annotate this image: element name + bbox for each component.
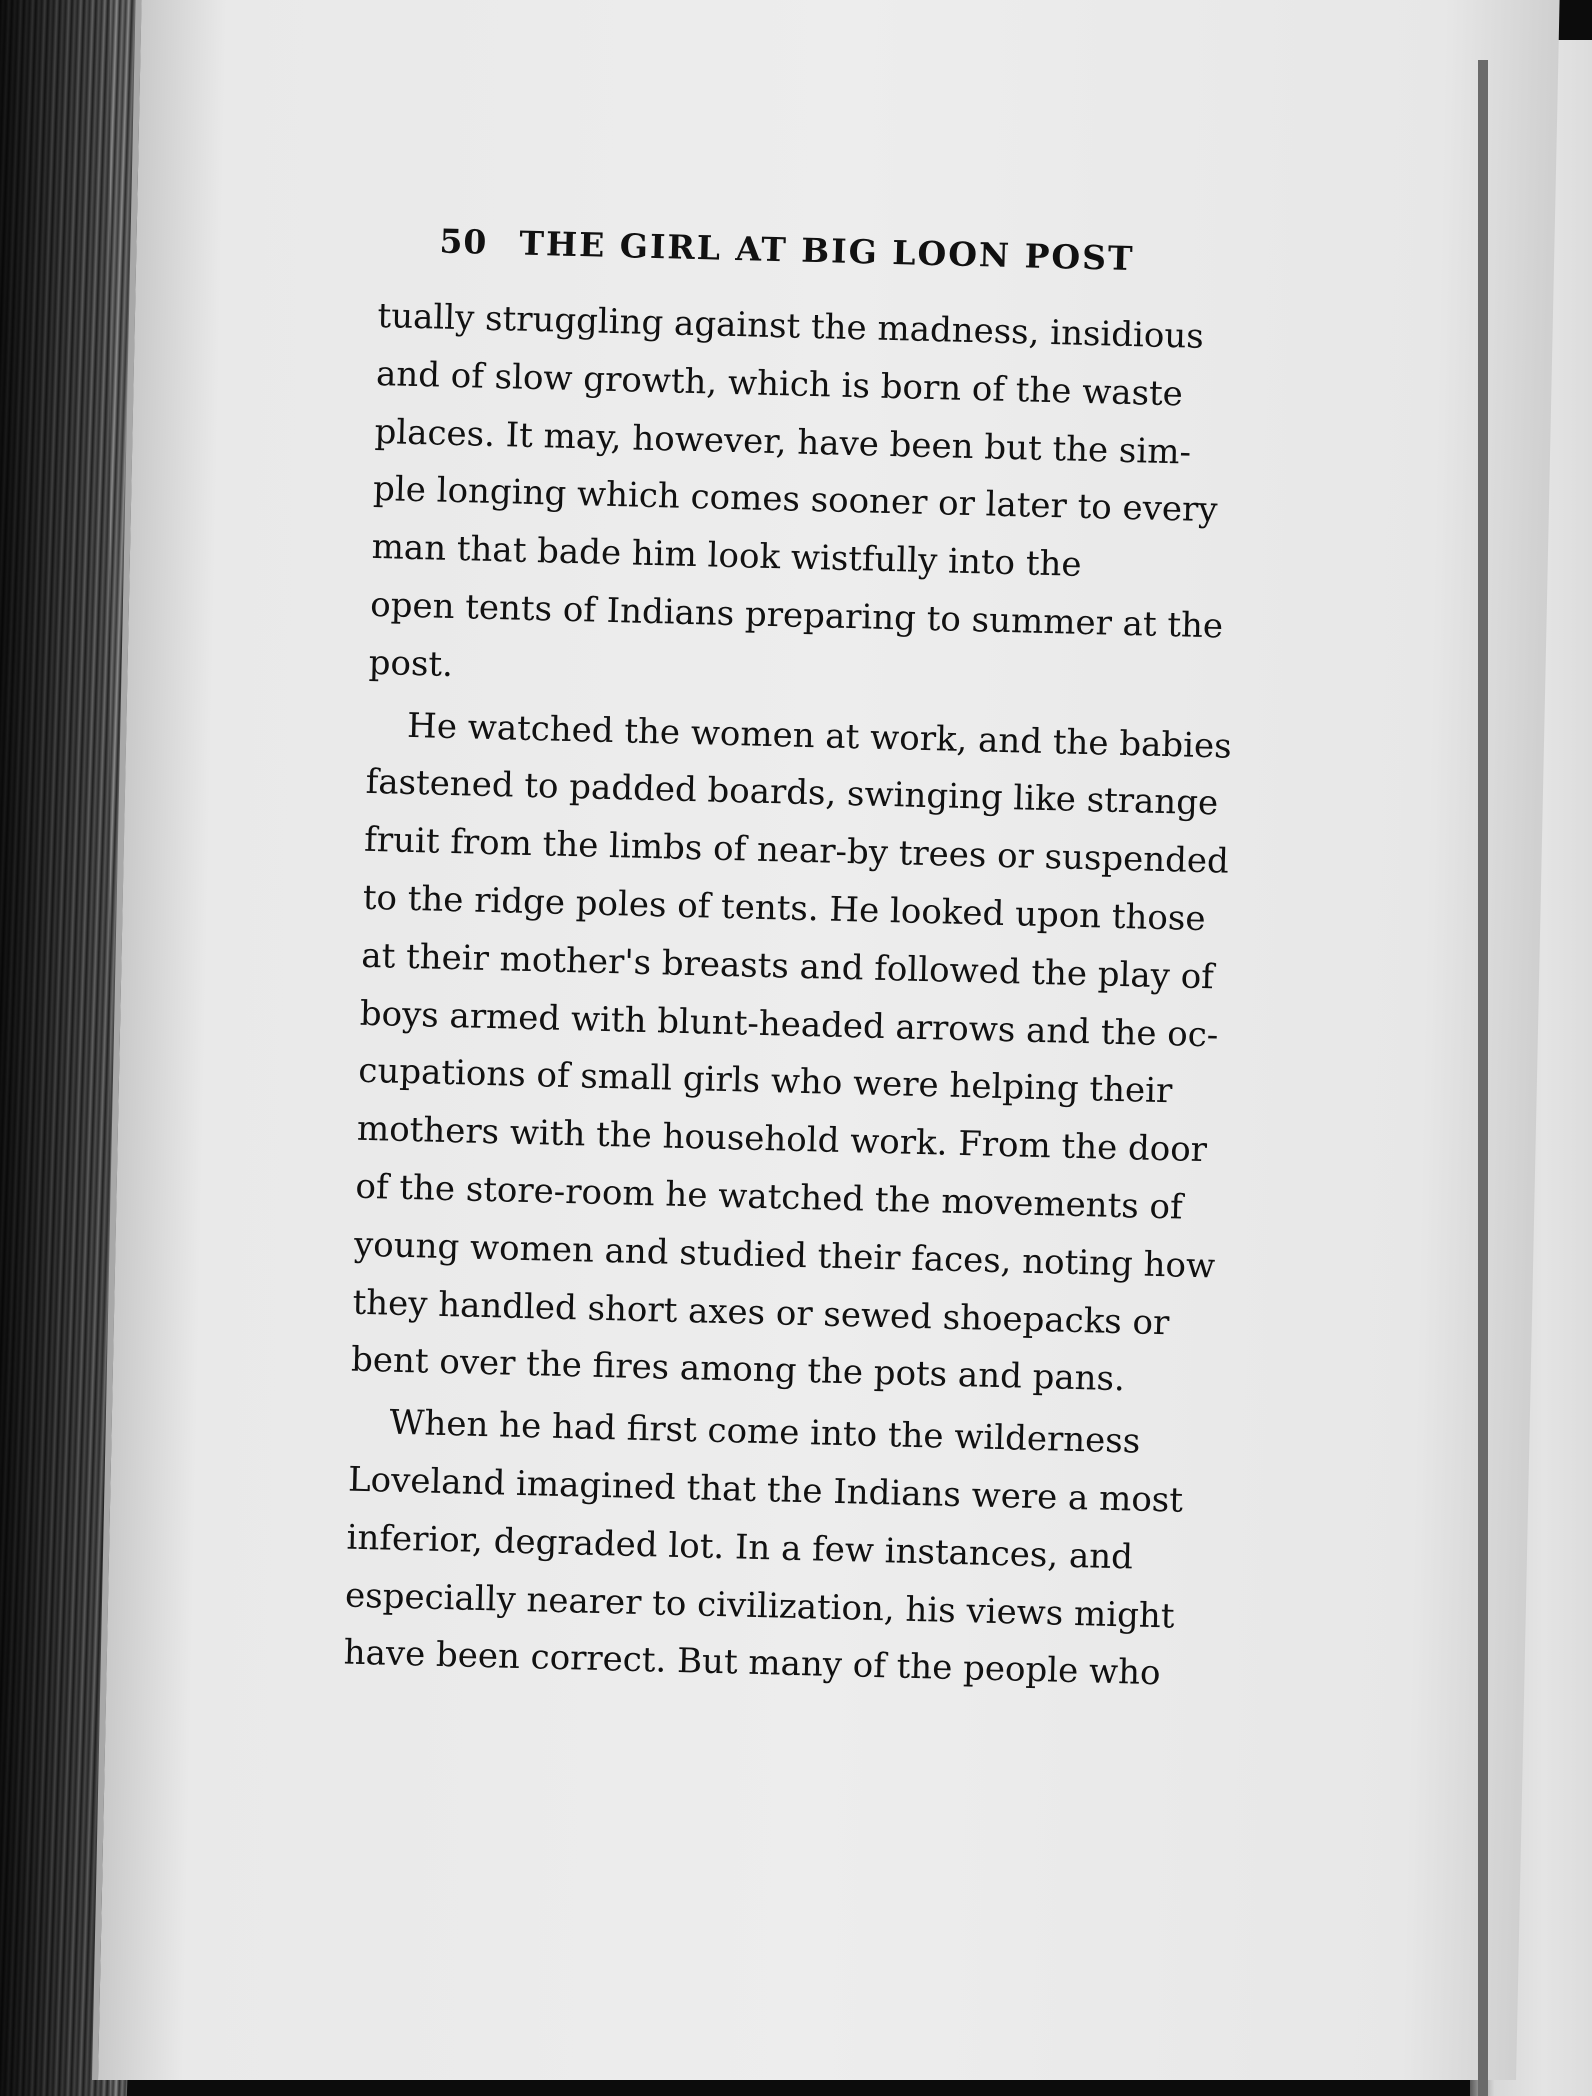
text-line: bent over the fires among the pots and pans. bbox=[350, 1339, 1126, 1400]
text-line: tually struggling against the madness, insidious bbox=[377, 295, 1205, 357]
binding-shadow bbox=[0, 0, 110, 2096]
text-line: especially nearer to civilization, his views might bbox=[344, 1575, 1175, 1637]
text-line: ple longing which comes sooner or later to every bbox=[372, 469, 1218, 531]
text-line: have been correct. But many of the people who bbox=[343, 1632, 1161, 1694]
text-line: He watched the women at work, and the babies bbox=[406, 705, 1233, 767]
book-gutter bbox=[1478, 60, 1488, 2096]
running-title: THE GIRL AT BIG LOON POST bbox=[518, 223, 1136, 279]
text-line: cupations of small girls who were helping their bbox=[357, 1051, 1173, 1112]
text-line: to the ridge poles of tents. He looked upon those bbox=[362, 877, 1206, 940]
text-line: open tents of Indians preparing to summer at the bbox=[369, 584, 1224, 647]
paragraph-2 bbox=[350, 696, 1307, 1413]
text-line: When he had first come into the wilderness bbox=[389, 1402, 1141, 1462]
text-line: boys armed with blunt-headed arrows and the oc- bbox=[359, 993, 1219, 1056]
text-line: at their mother's breasts and followed the play of bbox=[360, 935, 1215, 998]
text-line: places. It may, however, have been but the sim- bbox=[374, 411, 1192, 473]
page-text-block bbox=[343, 220, 1320, 1706]
text-line: young women and studied their faces, noting how bbox=[353, 1224, 1216, 1287]
text-line: mothers with the household work. From the door bbox=[356, 1108, 1208, 1171]
text-line: Loveland imagined that the Indians were a most bbox=[347, 1459, 1184, 1521]
text-line: of the store-room he watched the movements of bbox=[355, 1166, 1184, 1228]
text-line: and of slow growth, which is born of the waste bbox=[375, 353, 1184, 415]
text-line: post. bbox=[368, 642, 454, 685]
text-line: fruit from the limbs of near-by trees or suspended bbox=[363, 819, 1230, 882]
page-number: 50 bbox=[438, 221, 488, 262]
paragraph-3 bbox=[343, 1394, 1290, 1707]
paragraph-1 bbox=[368, 288, 1318, 716]
text-line: inferior, degraded lot. In a few instances, and bbox=[346, 1517, 1134, 1578]
text-line: they handled short axes or sewed shoepacks or bbox=[352, 1282, 1170, 1343]
text-line: man that bade him look wistfully into the bbox=[371, 527, 1083, 586]
text-line: fastened to padded boards, swinging like strange bbox=[365, 762, 1219, 824]
